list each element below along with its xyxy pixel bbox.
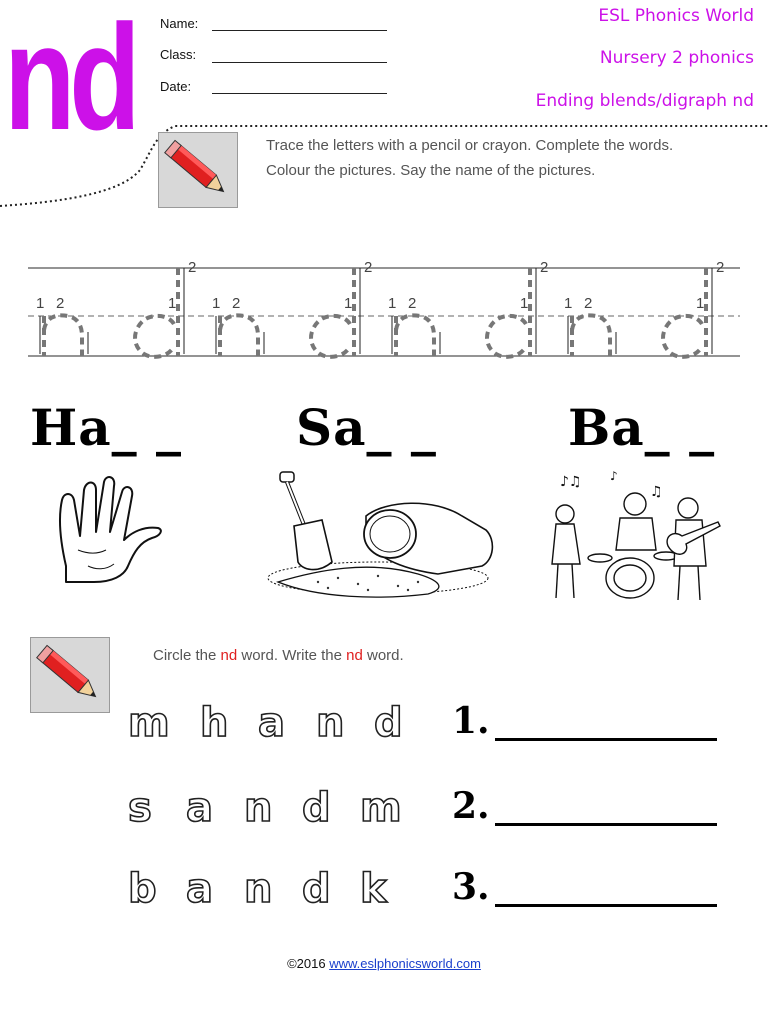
pencil-icon-box <box>158 132 238 208</box>
stroke-number: 1 <box>36 295 45 312</box>
instruction-circle-text-1: Circle the <box>153 647 221 664</box>
copyright-text: ©2016 <box>287 956 330 971</box>
puzzle-letter[interactable]: n <box>244 785 273 831</box>
class-field-line[interactable] <box>212 62 387 63</box>
trace-pair <box>564 259 724 357</box>
puzzle-letter[interactable]: m <box>128 700 170 746</box>
name-field-line[interactable] <box>212 30 387 31</box>
puzzle-letter[interactable]: d <box>302 785 331 831</box>
trace-pair <box>212 259 372 357</box>
puzzle-letter[interactable]: a <box>258 700 285 746</box>
stroke-number: 1 <box>520 295 529 312</box>
svg-text:♪: ♪ <box>610 469 618 483</box>
answer-number-2: 2. <box>452 785 490 827</box>
answer-line-2[interactable] <box>495 823 717 826</box>
brand-level: Nursery 2 phonics <box>599 48 754 68</box>
puzzle-letter[interactable]: n <box>316 700 345 746</box>
sand-picture <box>258 470 498 600</box>
puzzle-letter[interactable]: n <box>244 866 273 912</box>
puzzle-letter[interactable]: d <box>302 866 331 912</box>
word-hand-blank: Ha_ _ <box>30 398 183 457</box>
puzzle-letter[interactable]: b <box>128 866 157 912</box>
stroke-number: 2 <box>540 259 549 276</box>
puzzle-letter[interactable]: a <box>186 785 213 831</box>
puzzle-row-3 <box>128 866 418 916</box>
stroke-number: 1 <box>168 295 177 312</box>
word-sand-blank: Sa_ _ <box>296 398 437 457</box>
puzzle-letter[interactable]: d <box>374 700 403 746</box>
stroke-number: 2 <box>716 259 725 276</box>
stroke-number: 1 <box>212 295 221 312</box>
answer-number-3: 3. <box>452 866 490 908</box>
instruction-circle-text-2: word. Write the <box>237 647 347 664</box>
puzzle-letter[interactable]: k <box>360 866 387 912</box>
answer-line-3[interactable] <box>495 904 717 907</box>
trace-letter-d <box>487 268 530 357</box>
big-nd-heading: nd <box>4 0 135 161</box>
answer-number-1: 1. <box>452 700 490 742</box>
stroke-number: 2 <box>584 295 593 312</box>
website-link[interactable]: www.eslphonicsworld.com <box>329 956 481 971</box>
trace-pair <box>388 259 548 357</box>
instruction-nd-highlight-2: nd <box>346 647 363 664</box>
stroke-number: 2 <box>56 295 65 312</box>
hand-picture <box>48 470 228 600</box>
stroke-number: 1 <box>564 295 573 312</box>
trace-letter-d <box>663 268 706 357</box>
word-band-blank: Ba_ _ <box>568 398 716 457</box>
instruction-circle-text-3: word. <box>362 647 404 664</box>
date-label: Date: <box>160 79 192 94</box>
stroke-number: 2 <box>232 295 241 312</box>
stroke-number: 2 <box>364 259 373 276</box>
name-label: Name: <box>160 16 199 31</box>
trace-letter-n <box>44 315 82 356</box>
pencil-icon <box>161 135 237 207</box>
trace-letter-n <box>572 315 610 356</box>
brand-topic: Ending blends/digraph nd <box>535 91 754 111</box>
stroke-number: 2 <box>408 295 417 312</box>
trace-pair <box>36 259 196 357</box>
instruction-nd-highlight-1: nd <box>220 647 238 664</box>
instruction-circle <box>153 643 404 668</box>
band-picture <box>540 466 730 606</box>
tracing-guide <box>28 232 740 362</box>
pencil-icon <box>33 640 109 712</box>
stroke-number: 1 <box>344 295 353 312</box>
trace-letter-n <box>220 315 258 356</box>
svg-text:♫: ♫ <box>650 484 663 500</box>
instruction-trace: Trace the letters with a pencil or crayon. Complete the words. Colour the pictures. Say the name of the pictures. <box>266 137 674 179</box>
puzzle-letter[interactable]: a <box>186 866 213 912</box>
puzzle-letter[interactable]: s <box>128 785 152 831</box>
puzzle-row-2 <box>128 785 418 835</box>
answer-line-1[interactable] <box>495 738 717 741</box>
footer <box>0 956 768 971</box>
brand-title: ESL Phonics World <box>598 6 754 26</box>
trace-letter-d <box>135 268 178 357</box>
stroke-number: 1 <box>388 295 397 312</box>
puzzle-letter[interactable]: h <box>200 700 229 746</box>
puzzle-row-1 <box>128 700 418 750</box>
pencil-icon-box-2 <box>30 637 110 713</box>
trace-letter-n <box>396 315 434 356</box>
puzzle-letter[interactable]: m <box>360 785 402 831</box>
stroke-number: 1 <box>696 295 705 312</box>
stroke-number: 2 <box>188 259 197 276</box>
trace-letter-d <box>311 268 354 357</box>
class-label: Class: <box>160 47 197 62</box>
svg-text:♪♫: ♪♫ <box>560 474 582 490</box>
